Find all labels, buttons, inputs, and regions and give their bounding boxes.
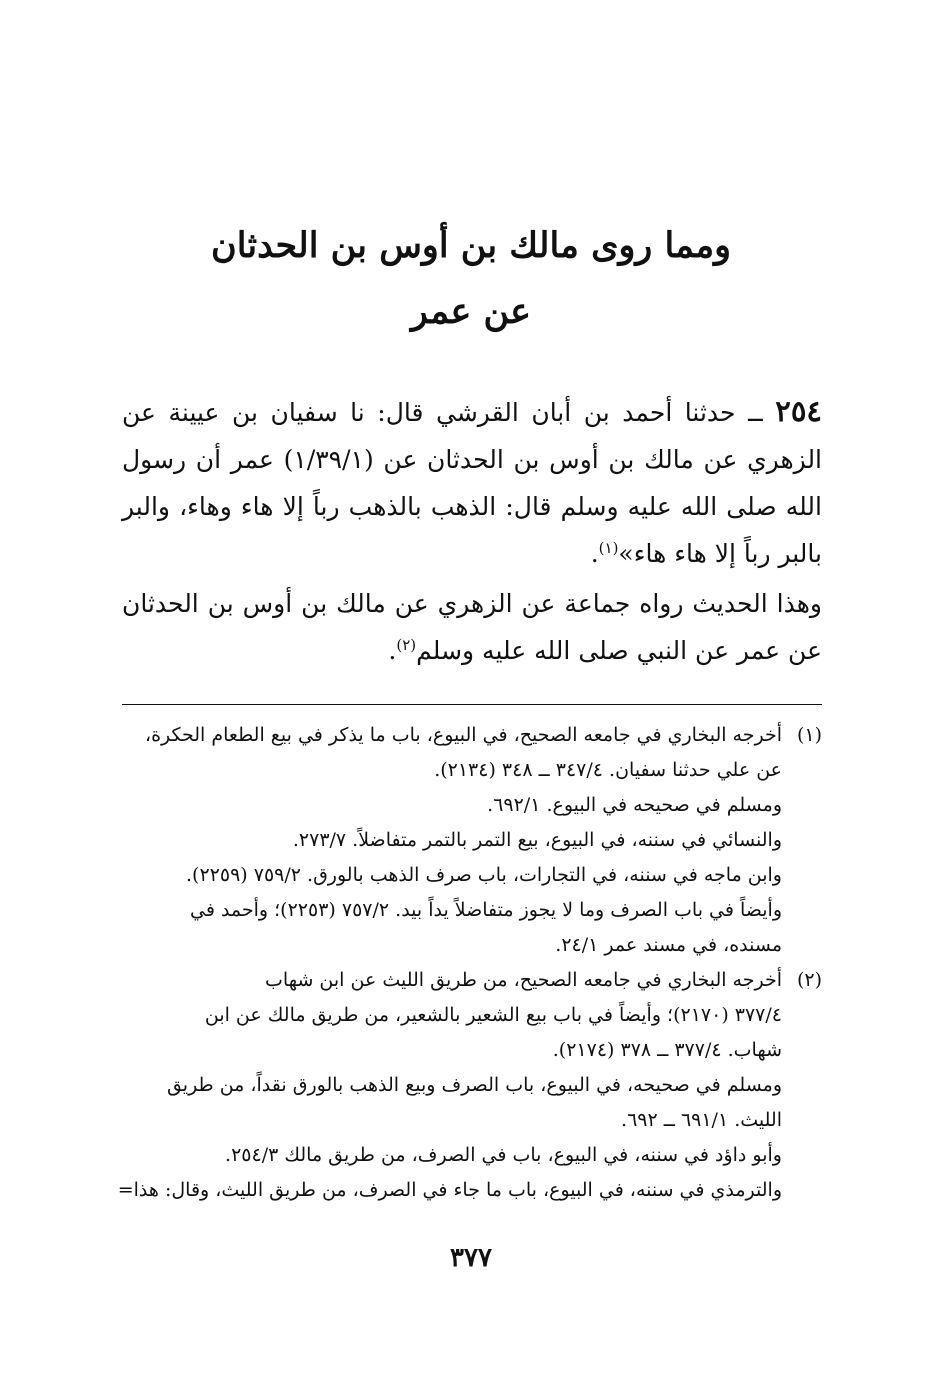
commentary-end: .: [388, 636, 397, 665]
section-title: ومما روى مالك بن أوس بن الحدثان: [210, 225, 731, 266]
footnote-line: عن علي حدثنا سفيان. ٣٤٧/٤ ــ ٣٤٨ (٢١٣٤).: [434, 759, 782, 781]
footnote-line: أخرجه البخاري في جامعه الصحيح، من طريق الليث عن ابن شهاب: [265, 969, 782, 991]
footnote-line: أخرجه البخاري في جامعه الصحيح، في البيوع، باب ما يذكر في بيع الطعام الحكرة،: [144, 724, 782, 746]
footnote-number: (١): [796, 724, 822, 746]
commentary-text: وهذا الحديث رواه جماعة عن الزهري عن مالك بن أوس بن الحدثان عن عمر عن النبي صلى الله عليه وسلم: [122, 589, 822, 665]
hadith-paragraph: [122, 388, 822, 577]
hadith-number: ٢٥٤: [775, 394, 822, 428]
footnote-number: (٢): [796, 969, 822, 991]
footnote-line: ومسلم في صحيحه في البيوع. ٦٩٢/١.: [487, 794, 782, 816]
footnote-line: وأيضاً في باب الصرف وما لا يجوز متفاضلاً يداً بيد. ٧٥٧/٢ (٢٢٥٣)؛ وأحمد في: [189, 899, 782, 921]
footnote-line: مسنده، في مسند عمر ٢٤/١.: [555, 934, 782, 956]
hadith-text: حدثنا أحمد بن أبان القرشي قال: نا سفيان بن عيينة عن الزهري عن مالك بن أوس بن الحدثان عن (١/٣٩/١) عمر أن رسول الله صلى الله عليه وسلم قال: الذهب بالذهب رباً إلا هاء وهاء، والبر بالبر رباً إلا هاء هاء»: [122, 398, 823, 568]
commentary-paragraph: [122, 580, 822, 674]
hadith-end: .: [590, 539, 599, 568]
footnote-line: ٣٧٧/٤ (٢١٧٠)؛ وأيضاً في باب بيع الشعير بالشعير، من طريق مالك عن ابن: [204, 1004, 782, 1026]
footnote-ref-2[interactable]: (٢): [396, 636, 417, 654]
section-subtitle: عن عمر: [410, 291, 532, 332]
footnote-line: الليث. ٦٩١/١ ــ ٦٩٢.: [621, 1109, 782, 1131]
footnote-body: [122, 718, 782, 963]
footnotes: [117, 718, 822, 1208]
page-number: ٣٧٧: [450, 1243, 492, 1273]
footnote-line: وأبو داؤد في سننه، في البيوع، باب في الصرف، من طريق مالك ٢٥٤/٣.: [225, 1144, 782, 1166]
hadith-dash: ــ: [748, 398, 763, 427]
footnote-divider: [122, 704, 822, 705]
footnote-body: [118, 963, 782, 1208]
footnote-2: [117, 963, 822, 1208]
footnote-line: والنسائي في سننه، في البيوع، بيع التمر بالتمر متفاضلاً. ٢٧٣/٧.: [292, 829, 782, 851]
footnote-1: [122, 718, 822, 963]
footnote-line: ومسلم في صحيحه، في البيوع، باب الصرف وبيع الذهب بالورق نقداً، من طريق: [166, 1074, 782, 1096]
footnote-line: وابن ماجه في سننه، في التجارات، باب صرف الذهب بالورق. ٧٥٩/٢ (٢٢٥٩).: [186, 864, 782, 886]
footnote-line: والترمذي في سننه، في البيوع، باب ما جاء في الصرف، من طريق الليث، وقال: هذا=: [117, 1179, 782, 1201]
footnote-ref-1[interactable]: (١): [598, 539, 619, 557]
footnote-line: شهاب. ٣٧٧/٤ ــ ٣٧٨ (٢١٧٤).: [552, 1039, 782, 1061]
